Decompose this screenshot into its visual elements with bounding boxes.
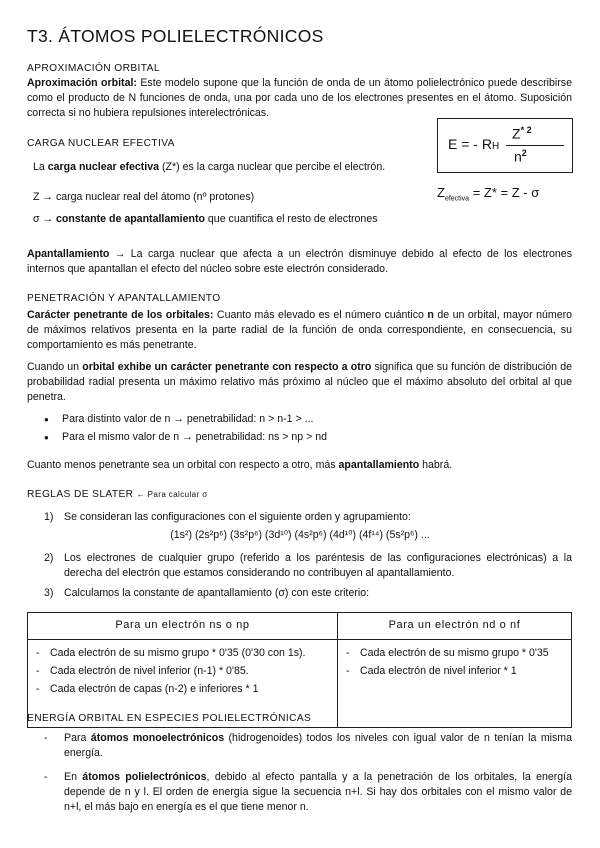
section-heading-carga: CARGA NUCLEAR EFECTIVA — [27, 138, 175, 149]
list-item: 2) Los electrones de cualquier grupo (referido a los paréntesis de las configuraciones electrónicas) a la derecha del electrón que estamos considerando no contribuyen al apantallamiento. — [44, 552, 572, 580]
z-definition: Z → carga nuclear real del átomo (nº protones) — [33, 191, 255, 203]
section-heading-slater: REGLAS DE SLATER ← Para calcular σ — [27, 489, 208, 500]
formula-numerator: $Z^{* 2}$ — [512, 125, 532, 142]
monoelectronicos-term: átomos monoelectrónicos — [90, 732, 225, 744]
list-item: - Cada electrón de su mismo grupo * 0'35 — [346, 646, 565, 661]
list-item: - Cada electrón de nivel inferior * 1 — [346, 664, 565, 679]
slater-note: ← Para calcular σ — [136, 490, 208, 499]
section-heading-penetracion: PENETRACIÓN Y APANTALLAMIENTO — [27, 293, 221, 304]
penetrante-paragraph: Carácter penetrante de los orbitales: Cuanto más elevado es el número cuántico n de un orbital, mayor número de máximos relativos presenta en la parte radial de la función de onda correspondiente, en consecuencia, su comportamiento es más penetrante. — [27, 309, 573, 352]
apantallamiento-paragraph: Apantallamiento → La carga nuclear que afecta a un electrón disminuye debido al efecto de los electrones internos que apantallan el efecto del núcleo sobre este electrón considerado. — [27, 248, 572, 276]
list-item: - Cada electrón de su mismo grupo * 0'35 (0'30 con 1s). — [36, 646, 331, 661]
slater-rules-list-3 — [44, 586, 572, 601]
aproximacion-term: Aproximación orbital: — [27, 77, 137, 89]
zeff-formula: $Z_{efectiva} = Z* = Z - \sigma$ — [437, 185, 540, 203]
aproximacion-text: Este modelo supone que la función de onda de un átomo polielectrónico puede describirse como el producto de N funciones de onda, una por cada uno de los electrones presentes en el átomo. Suposición correcta si no hubiera repulsiones interelectrónicas. — [27, 77, 572, 120]
formula-lhs: E = - RH — [448, 136, 500, 152]
list-item: - Cada electrón de capas (n-2) e inferiores * 1 — [36, 682, 331, 697]
list-item: ● Para el mismo valor de n → penetrabilidad: ns > np > nd — [44, 430, 327, 445]
list-item: 1) Se consideran las configuraciones con el siguiente orden y agrupamiento: — [44, 511, 411, 523]
list-item: ● Para distinto valor de n → penetrabilidad: n > n-1 > ... — [44, 412, 327, 427]
energy-formula-box — [437, 118, 573, 173]
penetrante-term: Carácter penetrante de los orbitales: — [27, 309, 214, 321]
apantallamiento-term-2: apantallamiento — [338, 459, 420, 471]
orbital-penetrante-paragraph: Cuando un orbital exhibe un carácter penetrante con respecto a otro significa que su función de distribución de probabilidad radial presenta un máximo relativo más próximo al núcleo que el máximo absoluto del orbital al que penetra. — [27, 361, 572, 404]
list-item: - Cada electrón de nivel inferior (n-1) * 0'85. — [36, 664, 331, 679]
slater-rules-list-2 — [44, 551, 572, 581]
polielectronicos-term: átomos polielectrónicos — [82, 771, 207, 784]
section-heading-aproximacion: APROXIMACIÓN ORBITAL — [27, 63, 160, 74]
carga-term: carga nuclear efectiva — [47, 161, 160, 173]
sigma-term: constante de apantallamiento — [56, 213, 205, 225]
slater-table — [27, 612, 572, 728]
fraction-bar — [506, 145, 564, 146]
list-item: - Para átomos monoelectrónicos (hidrogenoides) todos los niveles con igual valor de n tenían la misma energía. — [44, 732, 573, 760]
slater-rules-list — [44, 510, 572, 525]
list-item: - En átomos polielectrónicos, debido al efecto pantalla y a la penetración de los orbitales, la energía depende de n y l. El orden de energía sigue la secuencia n+l. Si hay dos orbitales con el mismo valor de n+l, el más bajo en energía es el que tiene menor n. — [44, 771, 573, 814]
table-header-nd-nf: Para un electrón nd o nf — [338, 613, 572, 640]
table-cell-nd-nf — [338, 640, 572, 728]
list-item: 3) Calculamos la constante de apantallamiento (σ) con este criterio: — [44, 587, 370, 599]
menos-penetrante-line: Cuanto menos penetrante sea un orbital con respecto a otro, más apantallamiento habrá. — [27, 459, 453, 471]
section-heading-energia: ENERGÍA ORBITAL EN ESPECIES POLIELECTRÓNICAS — [27, 713, 312, 724]
penetrabilidad-list — [44, 412, 327, 448]
page-title: T3. ÁTOMOS POLIELECTRÓNICOS — [27, 26, 324, 46]
formula-denominator: $n^2$ — [514, 148, 527, 165]
aproximacion-paragraph — [27, 76, 572, 121]
energia-list — [44, 731, 572, 824]
table-header-ns-np: Para un electrón ns o np — [28, 613, 338, 640]
electron-configuration: (1s²) (2s²p⁶) (3s²p⁶) (3d¹⁰) (4s²p⁶) (4d¹⁰) (4f¹⁴) (5s²p⁶) ... — [170, 529, 430, 541]
carga-definition: La carga nuclear efectiva (Z*) es la carga nuclear que percibe el electrón. — [33, 161, 386, 173]
apantallamiento-term: Apantallamiento — [27, 248, 110, 260]
orbital-penetrante-term: orbital exhibe un carácter penetrante con respecto a otro — [82, 361, 372, 373]
sigma-definition: σ → constante de apantallamiento que cuantifica el resto de electrones — [33, 213, 378, 225]
